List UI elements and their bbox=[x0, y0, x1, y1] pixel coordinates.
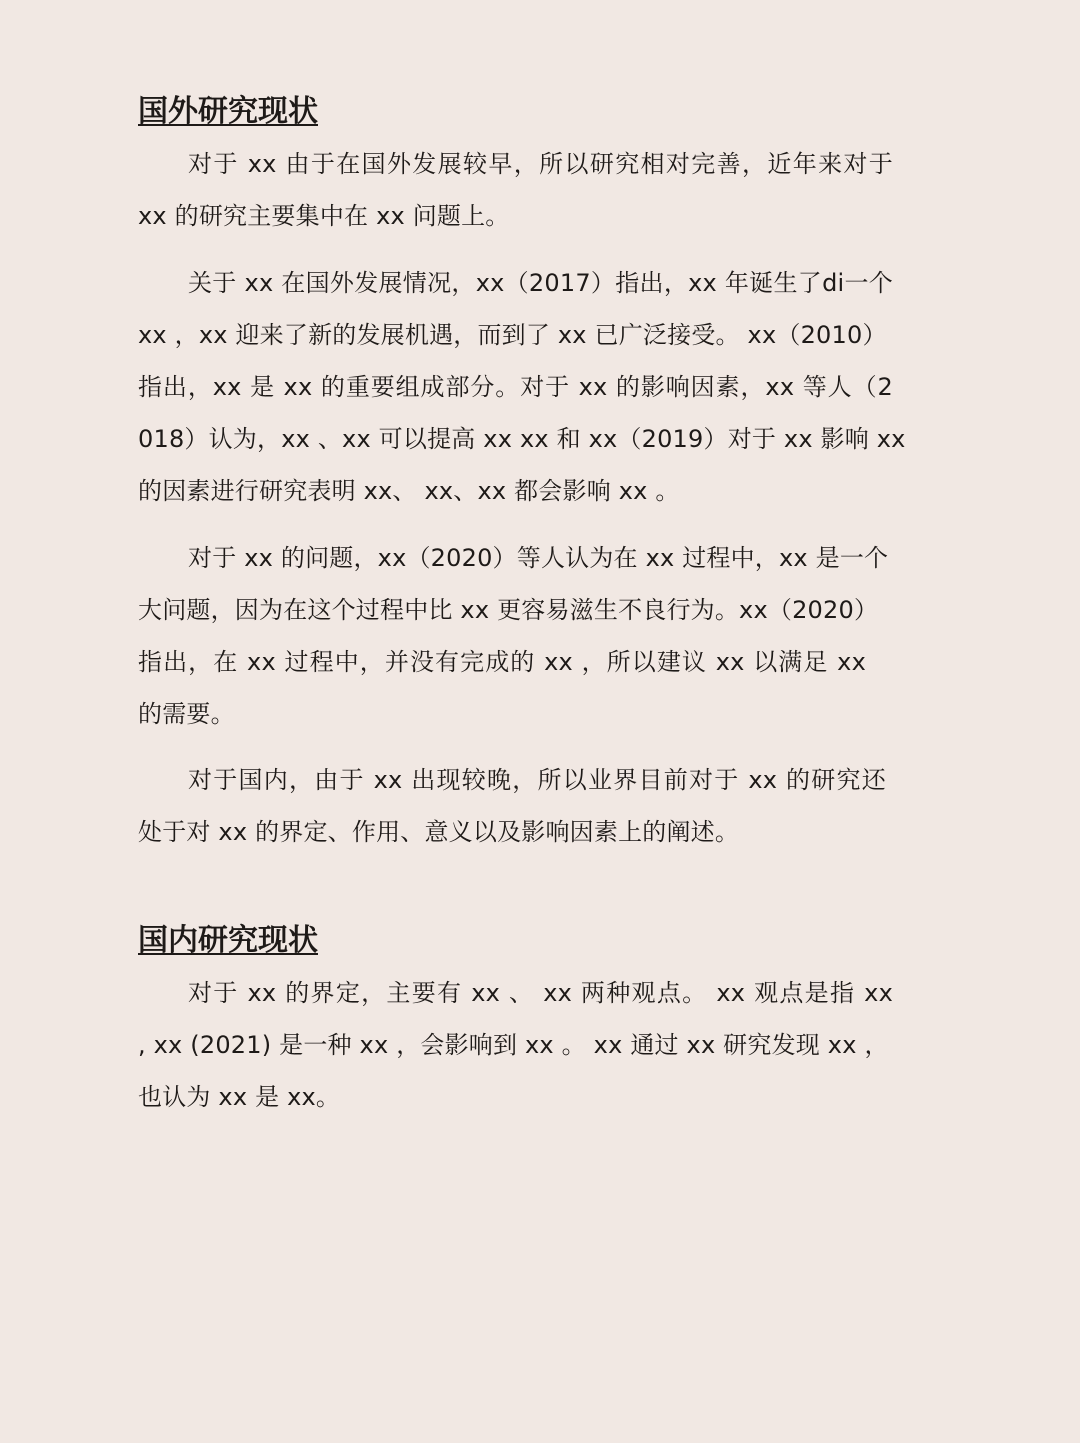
paragraph-line: 指出，在 xx 过程中，并没有完成的 xx ，所以建议 xx 以满足 xx bbox=[138, 648, 866, 676]
paragraph-line: xx 的研究主要集中在 xx 问题上。 bbox=[138, 202, 510, 230]
section-title: 国内研究现状 bbox=[138, 923, 318, 958]
paragraph-line: 关于 xx 在国外发展情况，xx（2017）指出，xx 年诞生了di一个 bbox=[188, 269, 893, 297]
paragraph-line: 也认为 xx 是 xx。 bbox=[138, 1083, 341, 1111]
paragraph-line: 对于 xx 的问题，xx（2020）等人认为在 xx 过程中，xx 是一个 bbox=[188, 544, 889, 572]
paragraph-line: 处于对 xx 的界定、作用、意义以及影响因素上的阐述。 bbox=[138, 818, 740, 846]
paragraph-line: 对于国内，由于 xx 出现较晚，所以业界目前对于 xx 的研究还 bbox=[188, 766, 886, 794]
paragraph-line: xx ，xx 迎来了新的发展机遇，而到了 xx 已广泛接受。 xx（2010） bbox=[138, 321, 887, 349]
paragraph-line: 大问题，因为在这个过程中比 xx 更容易滋生不良行为。xx（2020） bbox=[138, 596, 879, 624]
paragraph-line: , xx (2021) 是一种 xx ，会影响到 xx 。 xx 通过 xx 研究发现 xx ， bbox=[138, 1031, 889, 1059]
paragraph-line: 指出，xx 是 xx 的重要组成部分。对于 xx 的影响因素，xx 等人（2 bbox=[138, 373, 893, 401]
paragraph-line: 对于 xx 由于在国外发展较早，所以研究相对完善，近年来对于 bbox=[188, 150, 893, 178]
paragraph-line: 018）认为，xx 、xx 可以提高 xx xx 和 xx（2019）对于 xx 影响 xx bbox=[138, 425, 906, 453]
section-foreign-research bbox=[138, 92, 906, 846]
section-title: 国外研究现状 bbox=[138, 94, 318, 129]
paragraph-line: 对于 xx 的界定，主要有 xx 、 xx 两种观点。 xx 观点是指 xx bbox=[188, 979, 893, 1007]
section-domestic-research bbox=[138, 921, 893, 1111]
paragraph-line: 的需要。 bbox=[138, 700, 235, 728]
paragraph-line: 的因素进行研究表明 xx、 xx、xx 都会影响 xx 。 bbox=[138, 477, 680, 505]
